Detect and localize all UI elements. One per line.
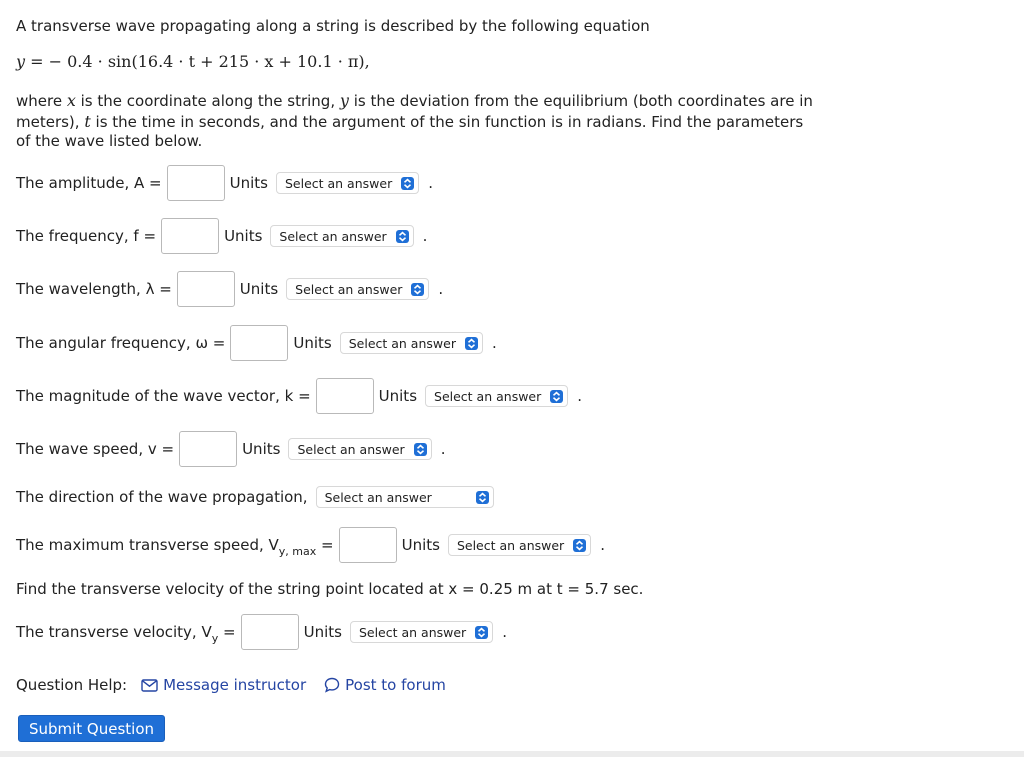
var-y: y <box>339 91 349 110</box>
angular-frequency-row <box>16 324 497 362</box>
max-transverse-speed-row <box>16 526 605 564</box>
direction-label: The direction of the wave propagation, <box>16 488 308 506</box>
transverse-velocity-units-select[interactable] <box>350 621 493 643</box>
direction-select[interactable] <box>316 486 494 508</box>
message-instructor-link[interactable] <box>141 676 306 694</box>
frequency-input[interactable] <box>161 218 219 254</box>
frequency-units-label: Units <box>224 227 263 245</box>
chevron-updown-icon <box>550 390 563 403</box>
period: . <box>600 536 605 554</box>
chevron-updown-icon <box>401 177 414 190</box>
frequency-label: The frequency, f = <box>16 227 157 245</box>
chevron-updown-icon <box>476 491 489 504</box>
transverse-velocity-units-label: Units <box>303 623 342 641</box>
wave-vector-units-label: Units <box>378 387 418 405</box>
amplitude-units-select[interactable] <box>276 172 419 194</box>
wave-equation <box>16 52 370 72</box>
frequency-units-select[interactable] <box>270 225 413 247</box>
wave-speed-row <box>16 430 445 468</box>
period: . <box>422 227 428 245</box>
submit-question-button[interactable]: Submit Question <box>18 715 165 742</box>
speech-bubble-icon <box>324 677 340 693</box>
angular-frequency-label: The angular frequency, ω = <box>16 334 226 352</box>
select-text: Select an answer <box>434 388 542 404</box>
question-intro: A transverse wave propagating along a string is described by the following equation <box>16 17 650 35</box>
paragraph-text-4: is the time in seconds, and the argument of the sin function is in radians. Find the parameters of the wave listed below. <box>16 112 804 150</box>
amplitude-input[interactable] <box>167 165 225 201</box>
wave-speed-units-label: Units <box>242 440 281 458</box>
transverse-velocity-row <box>16 613 507 651</box>
transverse-velocity-label <box>16 623 236 645</box>
wave-vector-input[interactable] <box>316 378 374 414</box>
wave-vector-label: The magnitude of the wave vector, k = <box>16 387 311 405</box>
wave-speed-input[interactable] <box>179 431 237 467</box>
label-equals: = <box>218 623 236 641</box>
direction-row <box>16 478 494 516</box>
select-text: Select an answer <box>297 441 405 457</box>
period: . <box>502 623 507 641</box>
select-text: Select an answer <box>295 281 403 297</box>
max-transverse-speed-label <box>16 536 334 558</box>
problem-description <box>16 91 816 152</box>
label-subscript: y <box>211 632 219 645</box>
amplitude-row <box>16 164 433 202</box>
select-text: Select an answer <box>284 175 393 191</box>
label-equals: = <box>316 536 334 554</box>
angular-frequency-units-label: Units <box>293 334 332 352</box>
paragraph-text-2: is the coordinate along the string, <box>75 92 340 110</box>
find-instruction: Find the transverse velocity of the string point located at x = 0.25 m at t = 5.7 sec. <box>16 580 644 598</box>
max-transverse-speed-units-label: Units <box>401 536 440 554</box>
max-transverse-speed-units-select[interactable] <box>448 534 591 556</box>
frequency-row <box>16 217 427 255</box>
max-transverse-speed-input[interactable] <box>339 527 397 563</box>
amplitude-units-label: Units <box>229 174 268 192</box>
label-subscript: y, max <box>278 545 317 558</box>
transverse-velocity-input[interactable] <box>241 614 299 650</box>
period: . <box>577 387 583 405</box>
amplitude-label: The amplitude, A = <box>16 174 162 192</box>
wave-speed-units-select[interactable] <box>288 438 431 460</box>
var-t: t <box>84 111 91 131</box>
wavelength-units-select[interactable] <box>286 278 429 300</box>
equation-lhs: y <box>16 52 26 71</box>
equation-rhs: = − 0.4 · sin(16.4 · t + 215 · x + 10.1 · π), <box>30 52 370 71</box>
period: . <box>438 280 444 298</box>
angular-frequency-input[interactable] <box>230 325 288 361</box>
question-help <box>16 676 446 694</box>
label-main: The maximum transverse speed, V <box>16 536 279 554</box>
select-text: Select an answer <box>324 489 432 505</box>
wavelength-label: The wavelength, λ = <box>16 280 172 298</box>
select-text: Select an answer <box>348 335 456 351</box>
chevron-updown-icon <box>475 626 488 639</box>
post-to-forum-link[interactable] <box>324 676 446 694</box>
angular-frequency-units-select[interactable] <box>340 332 483 354</box>
envelope-icon <box>141 679 158 692</box>
wavelength-input[interactable] <box>177 271 235 307</box>
label-main: The transverse velocity, V <box>16 623 212 641</box>
select-text: Select an answer <box>279 228 387 244</box>
chevron-updown-icon <box>414 443 427 456</box>
wave-vector-row <box>16 377 582 415</box>
select-text: Select an answer <box>456 537 565 553</box>
message-instructor-text: Message instructor <box>163 676 307 694</box>
wavelength-units-label: Units <box>239 280 279 298</box>
bottom-divider <box>0 751 1024 757</box>
wavelength-row <box>16 270 443 308</box>
chevron-updown-icon <box>396 230 409 243</box>
post-to-forum-text: Post to forum <box>345 676 446 694</box>
question-help-label: Question Help: <box>16 676 128 694</box>
period: . <box>491 334 497 352</box>
period: . <box>428 174 433 192</box>
wave-speed-label: The wave speed, v = <box>16 440 175 458</box>
wave-vector-units-select[interactable] <box>425 385 568 407</box>
chevron-updown-icon <box>411 283 424 296</box>
paragraph-text-1: where <box>16 92 67 110</box>
period: . <box>440 440 446 458</box>
var-x: x <box>66 91 76 110</box>
paragraph-text-3: is the deviation from the equilibrium (both coordinates are in meters), <box>16 92 813 131</box>
select-text: Select an answer <box>358 624 467 640</box>
chevron-updown-icon <box>573 539 586 552</box>
chevron-updown-icon <box>465 337 478 350</box>
